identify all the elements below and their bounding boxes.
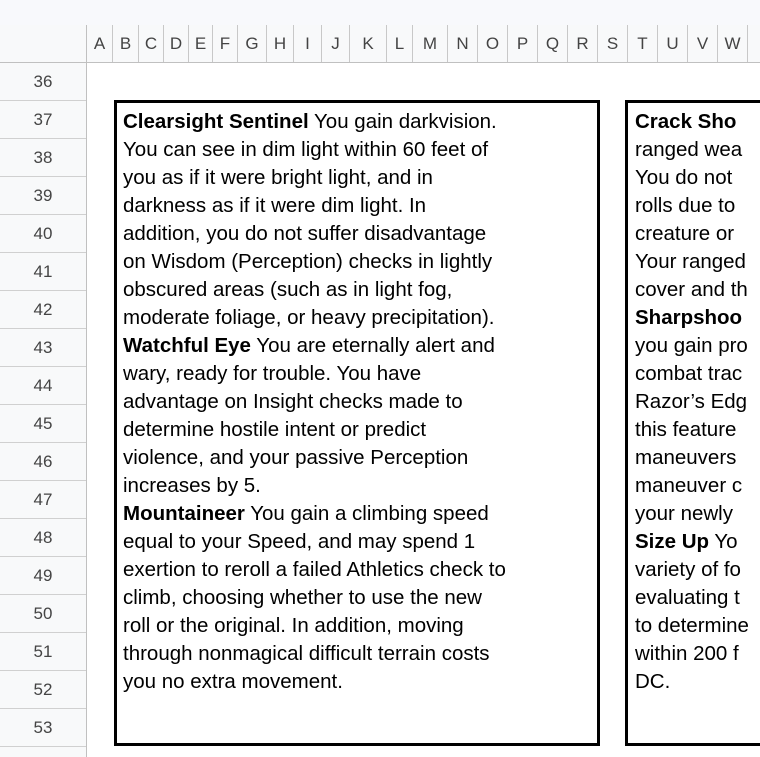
- row-header-48[interactable]: 48: [0, 519, 86, 557]
- body-text: equal to your Speed, and may spend 1: [123, 530, 476, 553]
- text-box-right[interactable]: [625, 100, 760, 746]
- column-header-e[interactable]: E: [189, 25, 213, 63]
- text-line: [635, 192, 760, 220]
- column-header-j[interactable]: J: [322, 25, 350, 63]
- text-line: [123, 612, 593, 640]
- body-text: darkness as if it were dim light. In: [123, 194, 427, 217]
- text-line: [123, 584, 593, 612]
- body-text: You do not: [635, 166, 733, 189]
- feature-name: Clearsight Sentinel: [123, 110, 309, 133]
- column-header-l[interactable]: L: [387, 25, 413, 63]
- text-line: [123, 164, 593, 192]
- text-line: [123, 192, 593, 220]
- body-text: ranged wea: [635, 138, 743, 161]
- text-line: [635, 164, 760, 192]
- body-text: violence, and your passive Perception: [123, 446, 469, 469]
- row-header-40[interactable]: 40: [0, 215, 86, 253]
- select-all-corner[interactable]: [0, 25, 87, 63]
- text-box-left-content: [123, 108, 593, 696]
- row-header-52[interactable]: 52: [0, 671, 86, 709]
- feature-name: Crack Sho: [635, 110, 737, 133]
- cell-grid[interactable]: [87, 63, 760, 757]
- body-text: rolls due to: [635, 194, 736, 217]
- toolbar-strip: [0, 0, 760, 25]
- body-text: moderate foliage, or heavy precipitation).: [123, 306, 495, 329]
- body-text: climb, choosing whether to use the new: [123, 586, 482, 609]
- row-header-53[interactable]: 53: [0, 709, 86, 747]
- text-line: [635, 136, 760, 164]
- body-text: You gain a climbing speed: [244, 502, 489, 525]
- feature-name: Sharpshoo: [635, 306, 743, 329]
- row-header-45[interactable]: 45: [0, 405, 86, 443]
- text-line: [635, 528, 760, 556]
- column-header-a[interactable]: A: [87, 25, 113, 63]
- body-text: You can see in dim light within 60 feet of: [123, 138, 489, 161]
- text-line: [635, 388, 760, 416]
- row-header-37[interactable]: 37: [0, 101, 86, 139]
- text-box-left[interactable]: [114, 100, 600, 746]
- text-line: [635, 668, 760, 696]
- column-header-h[interactable]: H: [267, 25, 294, 63]
- body-text: maneuvers: [635, 446, 737, 469]
- row-header-44[interactable]: 44: [0, 367, 86, 405]
- column-header-r[interactable]: R: [568, 25, 598, 63]
- row-header-41[interactable]: 41: [0, 253, 86, 291]
- body-text: You gain darkvision.: [308, 110, 497, 133]
- body-text: maneuver c: [635, 474, 743, 497]
- body-text: Razor’s Edg: [635, 390, 748, 413]
- text-line: [123, 416, 593, 444]
- body-text: exertion to reroll a failed Athletics check to: [123, 558, 506, 581]
- body-text: evaluating t: [635, 586, 740, 609]
- text-line: [123, 472, 593, 500]
- text-line: [123, 220, 593, 248]
- row-header-36[interactable]: 36: [0, 63, 86, 101]
- column-header-w[interactable]: W: [718, 25, 748, 63]
- text-line: [635, 472, 760, 500]
- text-line: [635, 304, 760, 332]
- body-text: this feature: [635, 418, 737, 441]
- text-line: [123, 640, 593, 668]
- text-line: [635, 332, 760, 360]
- text-line: [123, 108, 593, 136]
- feature-name: Size Up: [635, 530, 710, 553]
- row-header-47[interactable]: 47: [0, 481, 86, 519]
- column-header-n[interactable]: N: [448, 25, 478, 63]
- text-line: [635, 416, 760, 444]
- feature-name: Mountaineer: [123, 502, 245, 525]
- column-header-f[interactable]: F: [213, 25, 238, 63]
- body-text: increases by 5.: [123, 474, 261, 497]
- text-line: [635, 612, 760, 640]
- column-header-m[interactable]: M: [413, 25, 448, 63]
- text-line: [123, 668, 593, 696]
- body-text: on Wisdom (Perception) checks in lightly: [123, 250, 493, 273]
- column-header-bar: [87, 25, 760, 63]
- body-text: you gain pro: [635, 334, 748, 357]
- body-text: through nonmagical difficult terrain costs: [123, 642, 490, 665]
- column-header-b[interactable]: B: [113, 25, 139, 63]
- text-line: [635, 276, 760, 304]
- text-line: [123, 248, 593, 276]
- text-line: [635, 220, 760, 248]
- column-header-v[interactable]: V: [688, 25, 718, 63]
- text-line: [123, 360, 593, 388]
- column-header-i[interactable]: I: [294, 25, 322, 63]
- row-header-46[interactable]: 46: [0, 443, 86, 481]
- row-header-43[interactable]: 43: [0, 329, 86, 367]
- text-line: [123, 304, 593, 332]
- text-line: [635, 360, 760, 388]
- feature-name: Watchful Eye: [123, 334, 251, 357]
- body-text: cover and th: [635, 278, 748, 301]
- text-line: [123, 556, 593, 584]
- text-line: [123, 388, 593, 416]
- body-text: You are eternally alert and: [250, 334, 495, 357]
- column-header-k[interactable]: K: [350, 25, 387, 63]
- column-header-q[interactable]: Q: [538, 25, 568, 63]
- row-header-bar: [0, 63, 87, 757]
- text-line: [635, 556, 760, 584]
- text-line: [635, 640, 760, 668]
- body-text: addition, you do not suffer disadvantage: [123, 222, 487, 245]
- body-text: combat trac: [635, 362, 743, 385]
- row-header-42[interactable]: 42: [0, 291, 86, 329]
- row-header-51[interactable]: 51: [0, 633, 86, 671]
- text-box-right-content: [635, 108, 760, 696]
- body-text: wary, ready for trouble. You have: [123, 362, 422, 385]
- body-text: creature or: [635, 222, 735, 245]
- row-header-50[interactable]: 50: [0, 595, 86, 633]
- body-text: Yo: [709, 530, 738, 553]
- column-header-g[interactable]: G: [238, 25, 267, 63]
- body-text: you no extra movement.: [123, 670, 343, 693]
- column-header-c[interactable]: C: [139, 25, 164, 63]
- row-header-39[interactable]: 39: [0, 177, 86, 215]
- text-line: [635, 444, 760, 472]
- body-text: advantage on Insight checks made to: [123, 390, 463, 413]
- column-header-o[interactable]: O: [478, 25, 508, 63]
- text-line: [123, 136, 593, 164]
- body-text: roll or the original. In addition, moving: [123, 614, 464, 637]
- body-text: within 200 f: [635, 642, 739, 665]
- body-text: you as if it were bright light, and in: [123, 166, 433, 189]
- text-line: [123, 276, 593, 304]
- column-header-s[interactable]: S: [598, 25, 628, 63]
- column-header-p[interactable]: P: [508, 25, 538, 63]
- text-line: [123, 528, 593, 556]
- column-header-u[interactable]: U: [658, 25, 688, 63]
- body-text: your newly: [635, 502, 733, 525]
- body-text: obscured areas (such as in light fog,: [123, 278, 453, 301]
- column-header-d[interactable]: D: [164, 25, 189, 63]
- body-text: to determine: [635, 614, 749, 637]
- text-line: [635, 248, 760, 276]
- body-text: DC.: [635, 670, 671, 693]
- text-line: [123, 500, 593, 528]
- text-line: [123, 444, 593, 472]
- text-line: [635, 500, 760, 528]
- row-header-49[interactable]: 49: [0, 557, 86, 595]
- column-header-t[interactable]: T: [628, 25, 658, 63]
- body-text: variety of fo: [635, 558, 741, 581]
- text-line: [123, 332, 593, 360]
- body-text: determine hostile intent or predict: [123, 418, 427, 441]
- text-line: [635, 584, 760, 612]
- row-header-38[interactable]: 38: [0, 139, 86, 177]
- text-line: [635, 108, 760, 136]
- body-text: Your ranged: [635, 250, 746, 273]
